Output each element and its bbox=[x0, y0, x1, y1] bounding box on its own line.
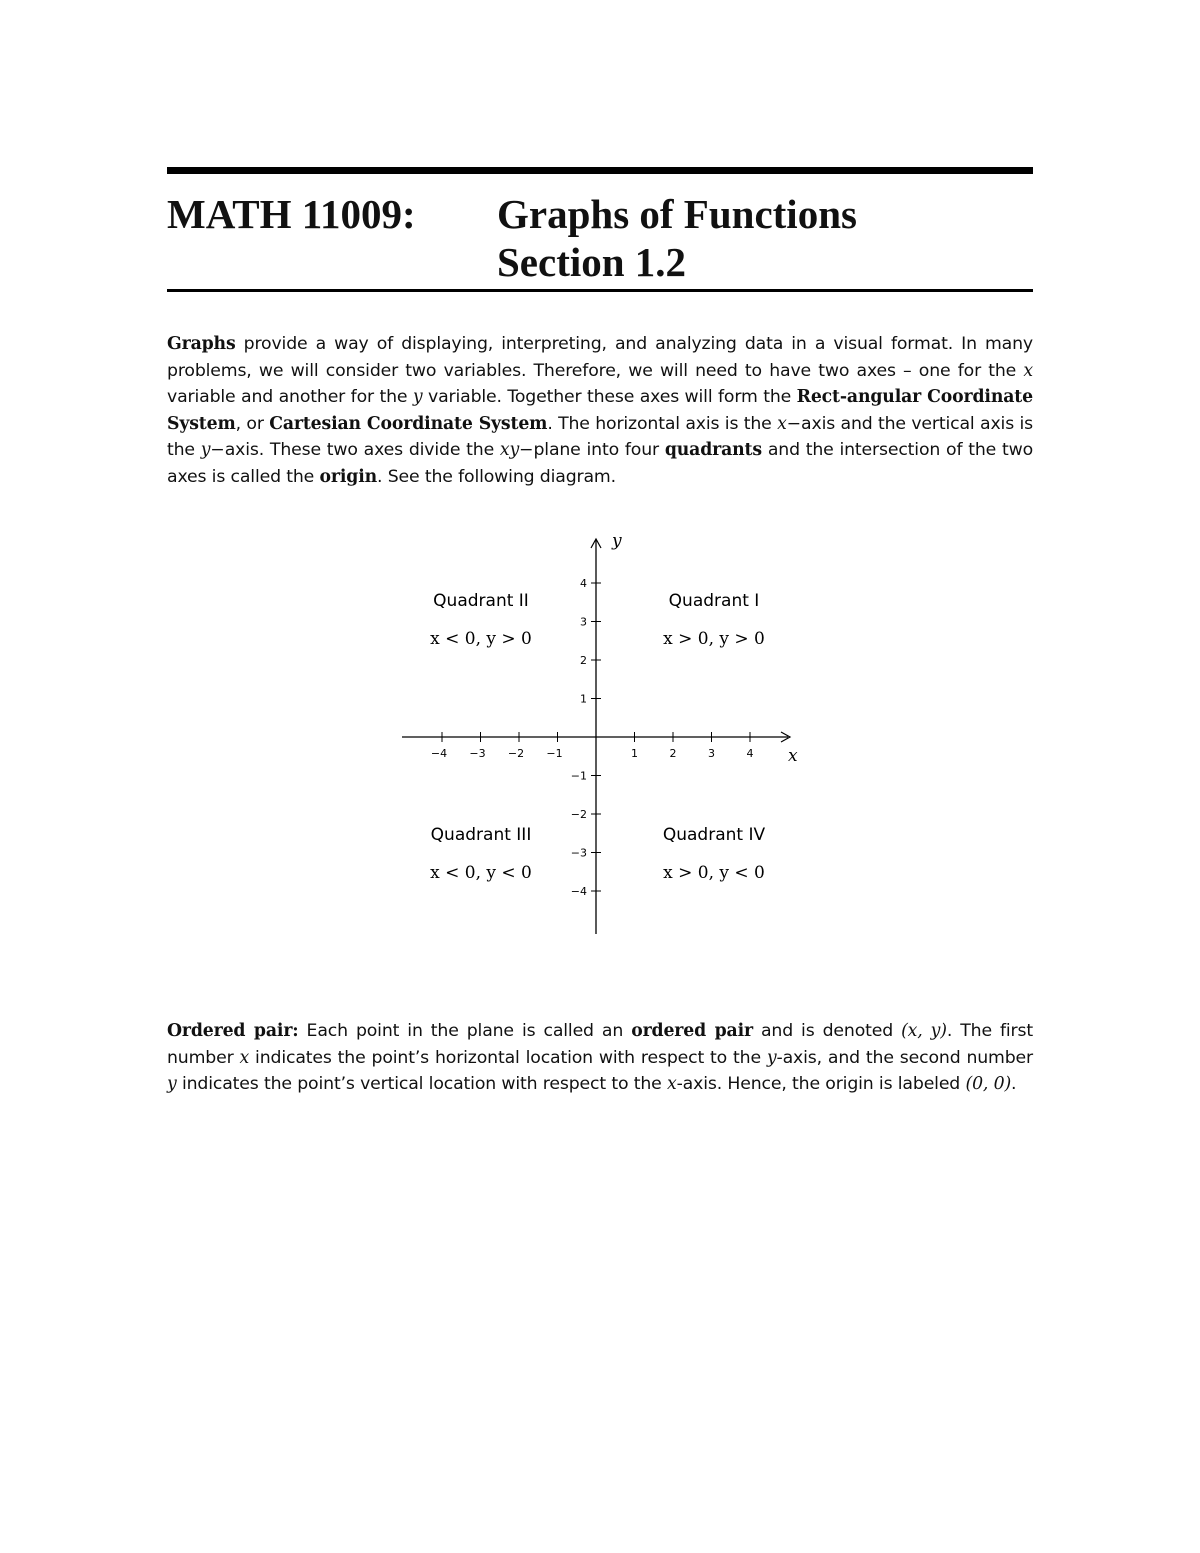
text-run: and is denoted bbox=[752, 1021, 902, 1041]
math-x-axis: x− bbox=[777, 413, 802, 434]
term-cartesian: Cartesian Coordinate System bbox=[269, 413, 548, 434]
x-tick-label: −1 bbox=[546, 747, 563, 760]
x-tick-label: 1 bbox=[631, 747, 638, 760]
quadrant-3-condition: x < 0, y < 0 bbox=[430, 863, 532, 883]
text-run: indicates the point’s vertical location with respect to the bbox=[176, 1074, 667, 1095]
quadrant-1-condition: x > 0, y > 0 bbox=[663, 629, 765, 649]
math-x: x bbox=[1023, 360, 1033, 381]
quadrant-1-label: Quadrant I bbox=[668, 591, 760, 611]
text-run: indicates the point’s horizontal location with respect to the bbox=[249, 1047, 767, 1068]
math-xy-plane: xy− bbox=[499, 440, 534, 461]
math-x: x bbox=[666, 1074, 677, 1095]
text-run: variable. Together these axes will form the bbox=[422, 387, 797, 408]
term-ordered-pair: ordered pair bbox=[631, 1021, 753, 1041]
quadrant-3-label: Quadrant III bbox=[430, 825, 532, 845]
text-run: provide a way of displaying, interpreting, and analyzing data in a visual format. In many problems, we will consider two variables. Therefore, we will need to have two axes – one for the bbox=[167, 334, 1033, 381]
math-xy-pair: (x, y) bbox=[901, 1021, 947, 1041]
term-quadrants: quadrants bbox=[664, 440, 762, 461]
x-tick-label: 4 bbox=[746, 747, 754, 760]
y-tick-label: 2 bbox=[580, 654, 587, 667]
x-tick-label: 2 bbox=[669, 747, 677, 760]
math-x: x bbox=[239, 1047, 250, 1068]
x-tick-label: 3 bbox=[708, 747, 715, 760]
text-run: axis and the vertical axis is the bbox=[167, 413, 1033, 461]
text-run: -axis. Hence, the origin is labeled bbox=[676, 1074, 966, 1095]
title-text: Graphs of Functions bbox=[497, 191, 857, 237]
text-run: , or bbox=[235, 413, 270, 434]
quadrant-2-condition: x < 0, y > 0 bbox=[430, 629, 532, 649]
math-origin-pair: (0, 0) bbox=[965, 1074, 1012, 1095]
text-run: plane into four bbox=[533, 440, 665, 461]
text-run: . See the following diagram. bbox=[377, 466, 616, 487]
y-tick-label: −3 bbox=[570, 846, 587, 860]
x-tick-label: −3 bbox=[469, 747, 486, 760]
quadrant-4-condition: x > 0, y < 0 bbox=[663, 863, 765, 883]
quadrant-2-label: Quadrant II bbox=[433, 591, 529, 611]
ordered-pair-paragraph bbox=[167, 1018, 1033, 1098]
y-tick-label: −2 bbox=[570, 808, 587, 821]
y-tick-label: 3 bbox=[580, 615, 587, 629]
math-y: y bbox=[412, 387, 423, 408]
math-y: y bbox=[766, 1047, 777, 1068]
text-run: axis. These two axes divide the bbox=[224, 440, 500, 461]
x-axis-label: x bbox=[788, 746, 798, 766]
text-run: Each point in the plane is called an bbox=[298, 1021, 632, 1041]
y-tick-label: −1 bbox=[570, 769, 587, 783]
quadrant-4-label: Quadrant IV bbox=[662, 825, 766, 845]
text-run: . The first number bbox=[167, 1021, 1033, 1068]
y-tick-label: −4 bbox=[570, 885, 587, 898]
text-run: and the intersection of the two axes is called the bbox=[167, 440, 1034, 487]
section-text: Section 1.2 bbox=[497, 239, 687, 285]
text-run: -axis, and the second number bbox=[776, 1047, 1033, 1068]
math-y: y bbox=[167, 1074, 177, 1095]
term-graphs: Graphs bbox=[167, 334, 236, 354]
text-run: . The horizontal axis is the bbox=[547, 413, 778, 434]
y-tick-label: 1 bbox=[580, 692, 587, 706]
course-code: MATH 11009: bbox=[167, 191, 416, 237]
y-tick-label: 4 bbox=[580, 577, 587, 590]
math-y-axis: y− bbox=[200, 440, 225, 461]
text-run: variable and another for the bbox=[167, 387, 413, 408]
y-axis-label: y bbox=[612, 531, 622, 551]
x-tick-label: −4 bbox=[430, 747, 448, 760]
term-rectangular: Rect-angular Coordinate System bbox=[167, 387, 1033, 434]
x-tick-label: −2 bbox=[507, 747, 525, 760]
text-run: . bbox=[1011, 1074, 1017, 1095]
term-origin: origin bbox=[319, 466, 378, 487]
term-ordered-pair-heading: Ordered pair: bbox=[167, 1021, 299, 1041]
